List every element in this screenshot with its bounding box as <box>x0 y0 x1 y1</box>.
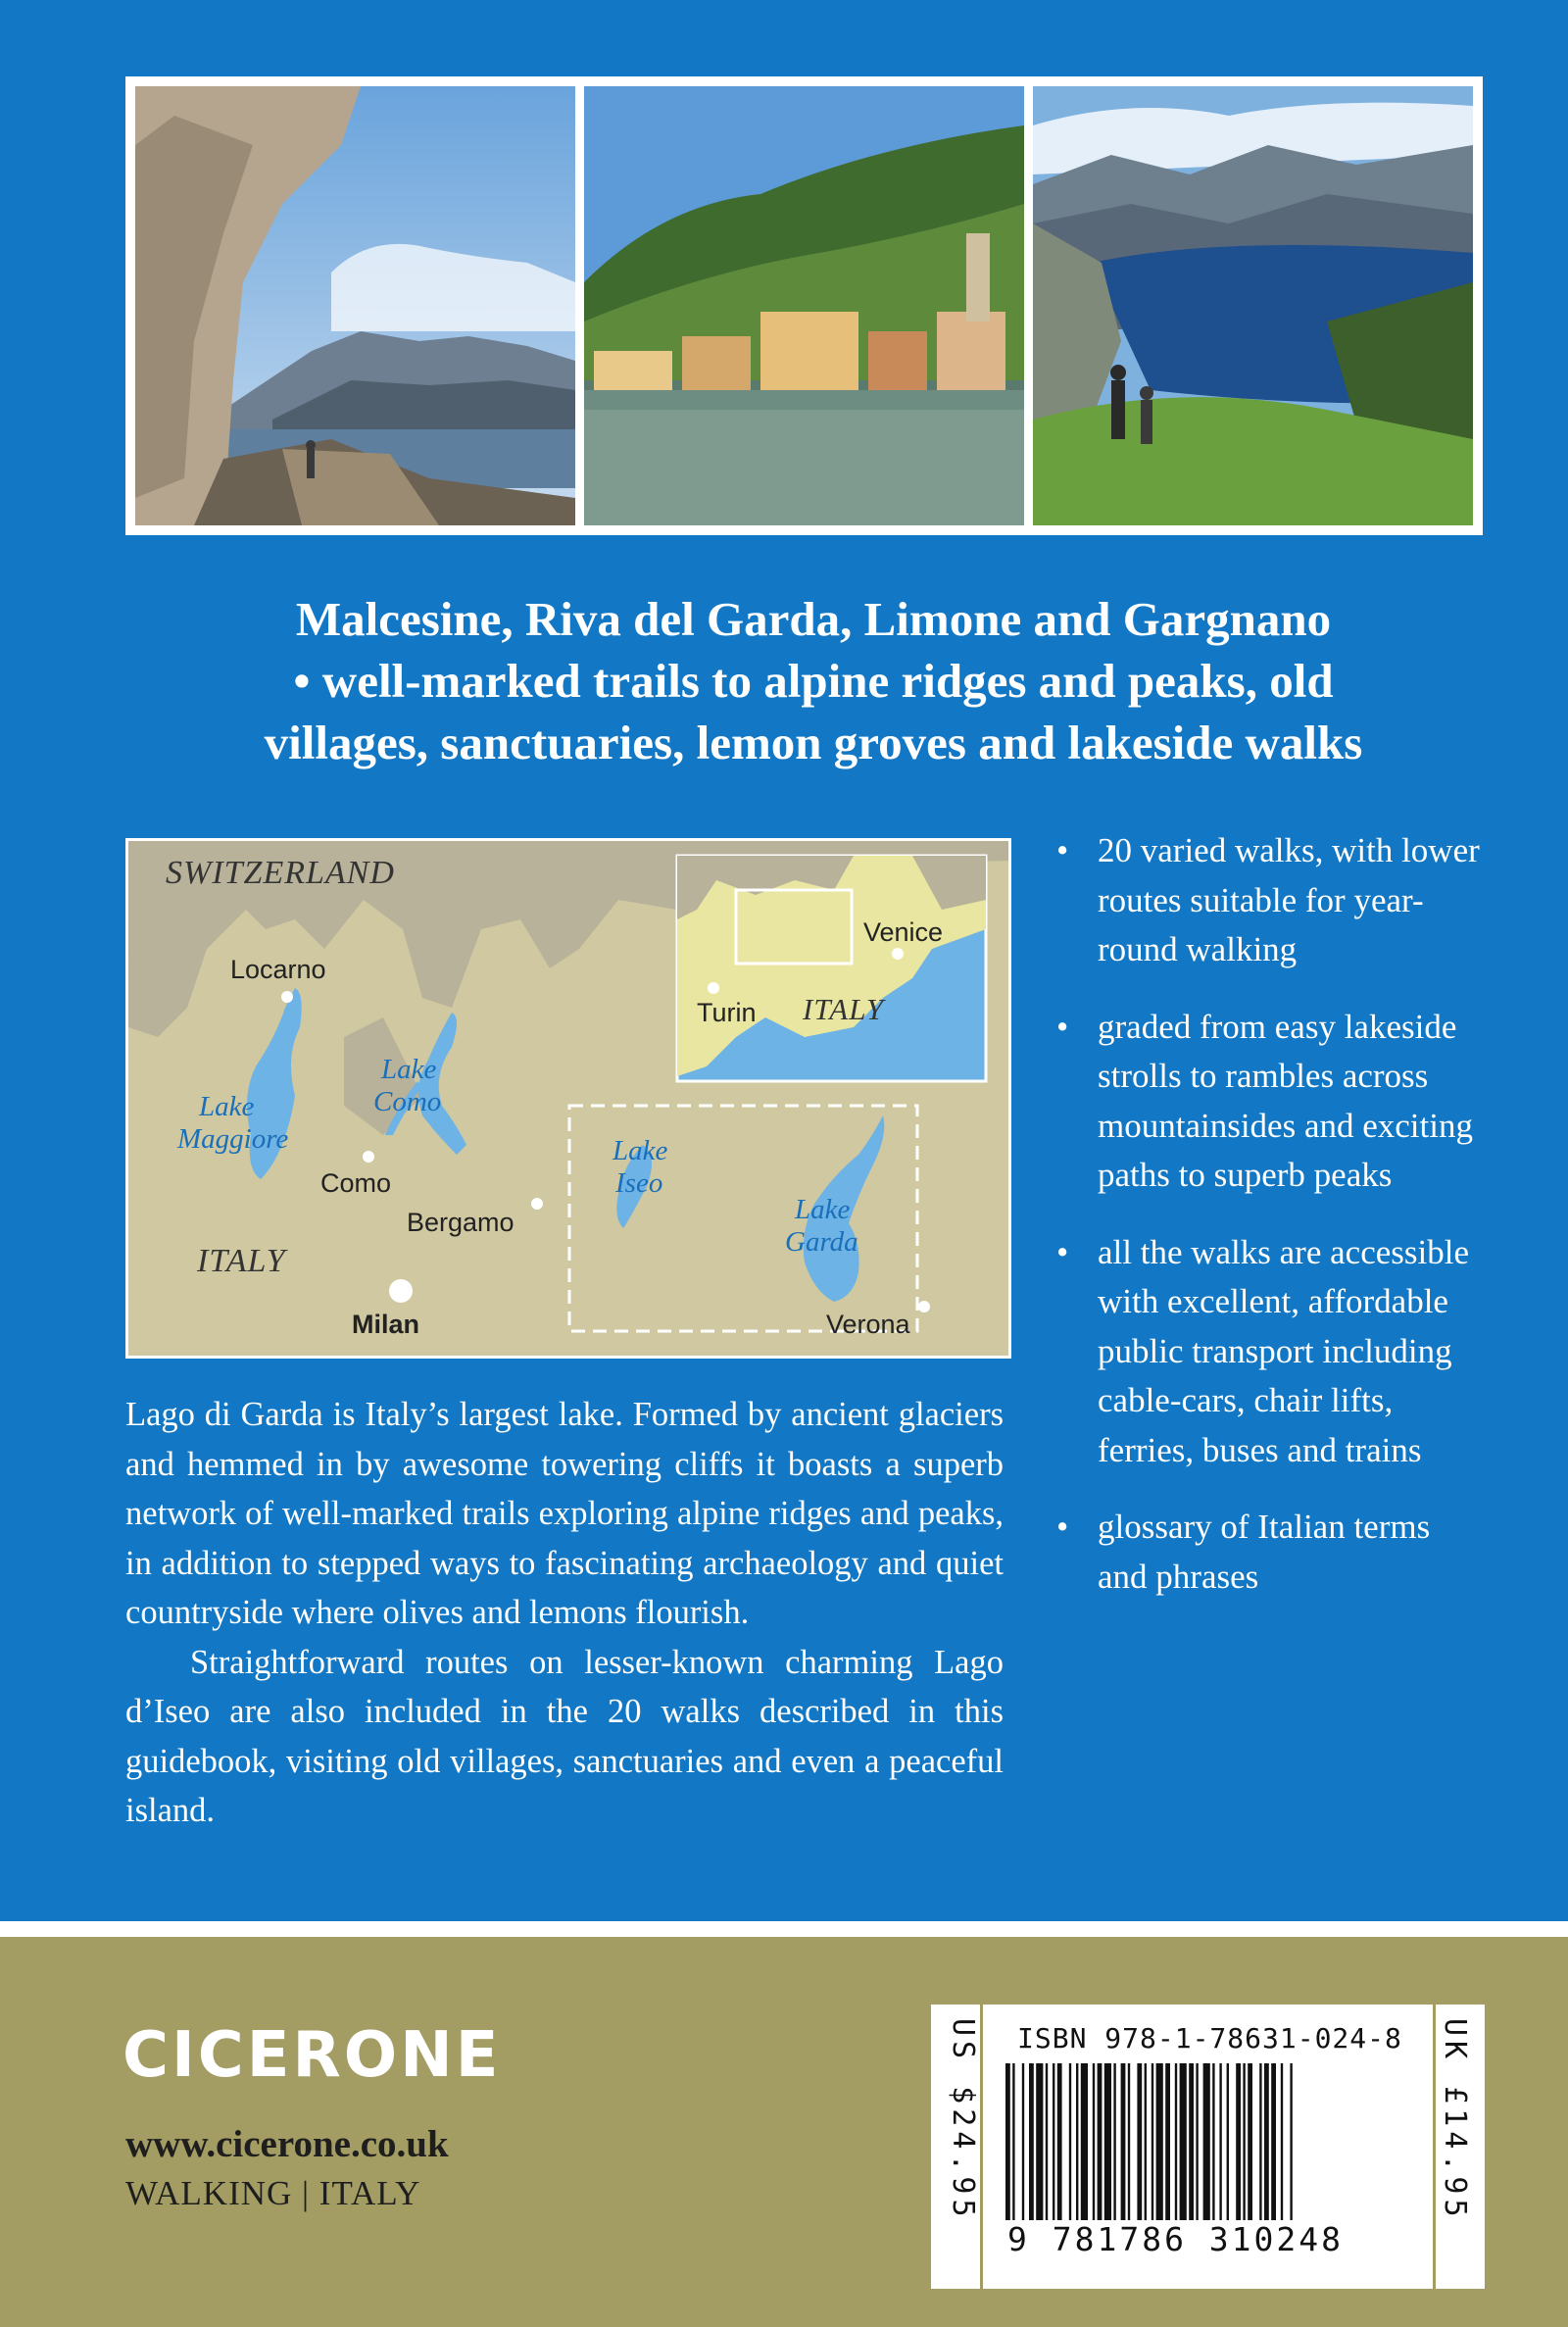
label-lake-maggiore-2: Maggiore <box>177 1123 289 1155</box>
publisher-url[interactable]: www.cicerone.co.uk <box>125 2123 449 2165</box>
barcode-separator-right <box>1433 2005 1436 2289</box>
barcode-separator-left <box>980 2005 983 2289</box>
feature-item <box>1056 826 1488 975</box>
label-verona: Verona <box>826 1310 910 1339</box>
bullet-icon: • <box>1056 1232 1069 1271</box>
label-lake-maggiore-1: Lake <box>199 1091 255 1122</box>
category-label: WALKING | ITALY <box>125 2174 421 2212</box>
photo-strip <box>125 76 1483 535</box>
label-lake-como-2: Como <box>373 1086 442 1117</box>
feature-item <box>1056 1003 1488 1201</box>
milan-dot <box>389 1279 413 1303</box>
barcode-panel <box>931 2005 1485 2289</box>
bullet-icon: • <box>1056 831 1069 869</box>
label-lake-como-1: Lake <box>381 1054 437 1085</box>
label-lake-iseo-2: Iseo <box>615 1167 663 1199</box>
description <box>125 1390 1004 1836</box>
inset-label-turin: Turin <box>697 998 757 1027</box>
bergamo-dot <box>531 1198 543 1210</box>
price-us: US $24.95 <box>946 2018 980 2222</box>
white-divider <box>0 1921 1568 1937</box>
photo-cliff-path <box>135 86 575 525</box>
inset-label-italy: ITALY <box>803 992 885 1026</box>
barcode-icon <box>1005 2063 1378 2220</box>
price-uk: UK £14.95 <box>1438 2018 1472 2222</box>
isbn-text: ISBN 978-1-78631-024-8 <box>1017 2022 1402 2055</box>
feature-text: 20 varied walks, with lower routes suitable for year-round walking <box>1098 831 1480 968</box>
barcode-number: 9 781786 310248 <box>1007 2220 1345 2258</box>
tagline-line-1: Malcesine, Riva del Garda, Limone and Gargnano <box>295 592 1332 646</box>
bullet-icon: • <box>1056 1007 1069 1046</box>
label-como: Como <box>320 1168 392 1198</box>
label-bergamo: Bergamo <box>407 1208 514 1237</box>
bullet-icon: • <box>1056 1508 1069 1546</box>
description-paragraph-2: Straightforward routes on lesser-known charming Lago d’Iseo are also included in the 20 walks described in this guidebook, visiting old villages, sanctuaries and even a peaceful island. <box>125 1643 1004 1829</box>
feature-text: glossary of Italian terms and phrases <box>1098 1508 1431 1596</box>
feature-text: all the walks are accessible with excellent, affordable public transport including cable-cars, chair lifts, ferries, buses and trains <box>1098 1232 1469 1469</box>
description-paragraph-1: Lago di Garda is Italy’s largest lake. Formed by ancient glaciers and hemmed in by awesome towering cliffs it boasts a superb network of well-marked trails exploring alpine ridges and peaks, in addition to stepped ways to fascinating archaeology and quiet countryside where olives and lemons flourish. <box>125 1396 1004 1631</box>
verona-dot <box>918 1301 930 1312</box>
feature-item <box>1056 1228 1488 1476</box>
label-lake-garda-1: Lake <box>795 1194 851 1225</box>
photo-lakeside-village <box>584 86 1024 525</box>
inset-map <box>677 856 986 1081</box>
cicerone-logo: CICERONE <box>122 2019 502 2092</box>
label-italy: ITALY <box>197 1243 286 1279</box>
label-lake-iseo-1: Lake <box>612 1135 668 1166</box>
tagline <box>59 588 1568 773</box>
label-lake-garda-2: Garda <box>785 1226 858 1258</box>
inset-label-venice: Venice <box>863 917 944 947</box>
tagline-line-3: villages, sanctuaries, lemon groves and lakeside walks <box>264 716 1363 769</box>
location-map <box>125 838 1011 1359</box>
como-dot <box>363 1151 374 1163</box>
label-switzerland: SWITZERLAND <box>166 855 395 891</box>
tagline-line-2: • well-marked trails to alpine ridges and peaks, old <box>293 654 1334 708</box>
feature-text: graded from easy lakeside strolls to rambles across mountainsides and exciting paths to superb peaks <box>1098 1007 1473 1194</box>
feature-item <box>1056 1503 1488 1602</box>
locarno-dot <box>281 991 293 1003</box>
label-milan: Milan <box>352 1310 420 1339</box>
label-locarno: Locarno <box>230 955 326 984</box>
feature-list <box>1056 826 1488 1629</box>
photo-lake-view-hikers <box>1033 86 1473 525</box>
